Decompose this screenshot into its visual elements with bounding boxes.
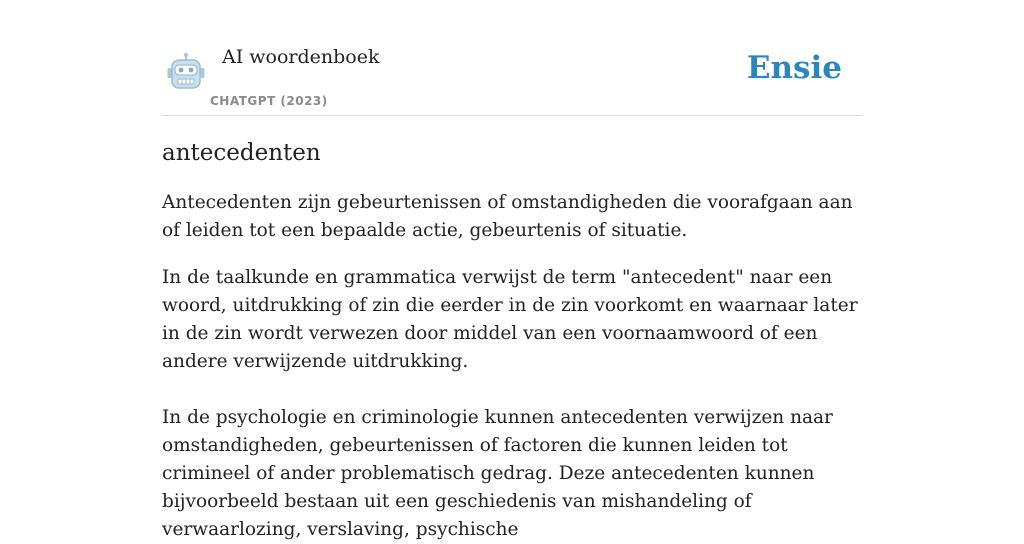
dictionary-title-link[interactable]: AI woordenboek [222, 46, 380, 68]
source-label: CHATGPT (2023) [210, 94, 328, 108]
brand-logo[interactable]: Ensie [746, 50, 842, 86]
page-content [162, 0, 862, 544]
definition-paragraph: In de taalkunde en grammatica verwijst de term "antecedent" naar een woord, uitdrukking of zin die eerder in de zin voorkomt en waarnaar later in de zin wordt verwezen door middel van een voornaamwoord of een andere verwijzende uitdrukking. [162, 267, 858, 372]
robot-icon [166, 52, 206, 90]
definition-paragraph: In de psychologie en criminologie kunnen antecedenten verwijzen naar omstandigheden, gebeurtenissen of factoren die kunnen leiden tot crimineel of ander problematisch gedrag. Deze antecedenten kunnen bijvoorbeeld bestaan uit een geschiedenis van mishandeling of verwaarlozing, verslaving, psychische [162, 407, 833, 540]
entry-header [162, 0, 862, 116]
entry-definition [162, 189, 862, 544]
entry-term: antecedenten [162, 140, 321, 166]
definition-paragraph: Antecedenten zijn gebeurtenissen of omstandigheden die voorafgaan aan of leiden tot een bepaalde actie, gebeurtenis of situatie. [162, 192, 853, 241]
